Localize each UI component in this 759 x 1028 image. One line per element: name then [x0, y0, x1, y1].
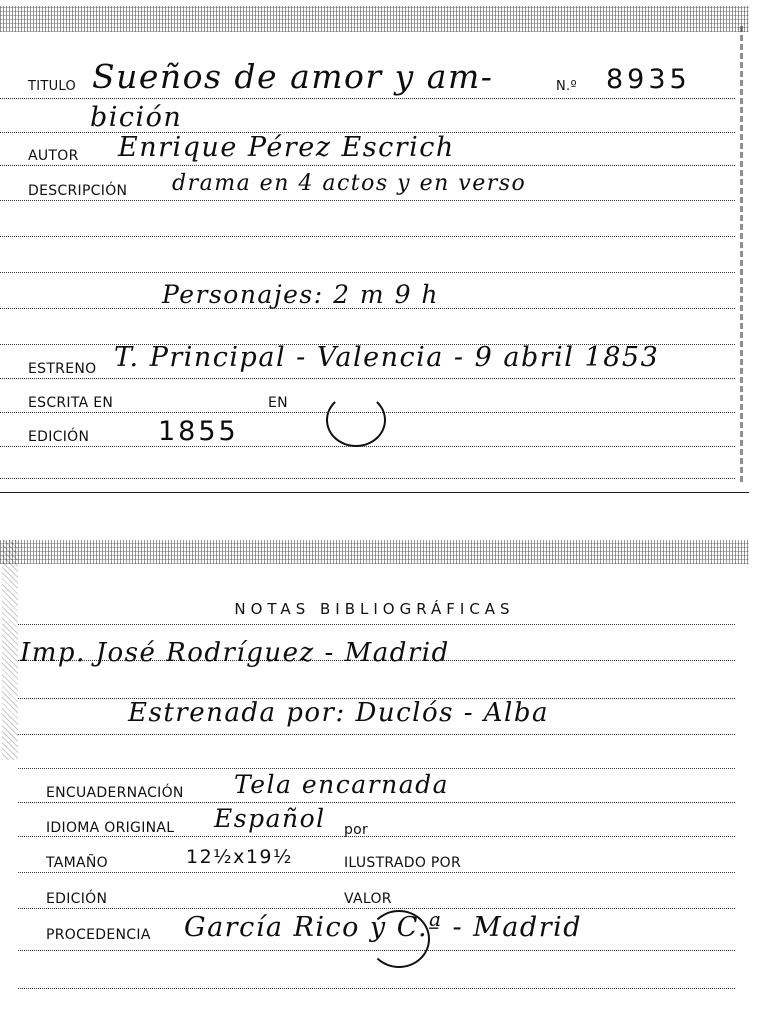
card-edge-right	[740, 24, 743, 482]
rule-bottom	[0, 478, 735, 479]
titulo-value: Sueños de amor y am-	[92, 57, 494, 96]
autor-label: AUTOR	[28, 148, 79, 164]
rule-idioma	[18, 836, 735, 837]
numero-value: 8935	[606, 64, 691, 95]
scan-noise-top	[0, 6, 749, 32]
idioma-value: Español	[214, 804, 326, 833]
idioma-label: IDIOMA ORIGINAL	[46, 820, 175, 836]
rule-note-1	[18, 624, 735, 625]
stamp-circle	[326, 393, 386, 447]
encuadernacion-label: ENCUADERNACIÓN	[46, 785, 184, 801]
valor-label: VALOR	[344, 891, 392, 907]
note-imprenta: Imp. José Rodríguez - Madrid	[20, 638, 450, 668]
edicion-value: 1855	[158, 416, 239, 447]
card-edge-left	[2, 540, 18, 760]
en-label: EN	[268, 395, 288, 411]
titulo-cont-value: bición	[90, 102, 183, 133]
tamano-label: TAMAÑO	[46, 855, 108, 871]
scan-noise-top	[0, 540, 749, 564]
rule-blank-1	[0, 236, 735, 237]
descripcion-value: drama en 4 actos y en verso	[172, 171, 527, 196]
note-estrenada: Estrenada por: Duclós - Alba	[128, 698, 550, 728]
stamp-circle	[368, 910, 430, 968]
edicion-label: EDICIÓN	[46, 891, 108, 907]
rule-edicion	[0, 446, 735, 447]
numero-label: N.º	[556, 79, 577, 94]
por-label: por	[344, 822, 369, 838]
rule-note-3	[18, 734, 735, 735]
rule-note-4	[18, 768, 735, 769]
tamano-value: 12½x19½	[186, 846, 293, 868]
rule-descripcion	[0, 200, 735, 201]
catalog-card-back	[0, 540, 749, 1028]
rule-encuadernacion	[18, 802, 735, 803]
personajes-value: Personajes: 2 m 9 h	[162, 280, 440, 309]
ilustrado-label: ILUSTRADO POR	[344, 855, 461, 871]
rule-tamano	[18, 872, 735, 873]
rule-bottom	[18, 988, 735, 989]
estreno-label: ESTRENO	[28, 361, 97, 377]
autor-value: Enrique Pérez Escrich	[118, 132, 455, 163]
titulo-label: TITULO	[28, 79, 77, 94]
procedencia-value: García Rico y C.ª - Madrid	[184, 912, 583, 943]
escrita-en-label: ESCRITA EN	[28, 395, 114, 411]
rule-autor	[0, 165, 735, 166]
procedencia-label: PROCEDENCIA	[46, 927, 151, 943]
catalog-card-front	[0, 0, 749, 493]
rule-titulo	[0, 98, 735, 99]
encuadernacion-value: Tela encarnada	[234, 770, 450, 799]
rule-blank-2	[0, 272, 735, 273]
descripcion-label: DESCRIPCIÓN	[28, 183, 128, 199]
edicion-label: EDICIÓN	[28, 429, 90, 445]
estreno-value: T. Principal - Valencia - 9 abril 1853	[114, 342, 660, 373]
rule-edicion	[18, 908, 735, 909]
rule-estreno	[0, 378, 735, 379]
notas-heading: NOTAS BIBLIOGRÁFICAS	[234, 600, 515, 618]
